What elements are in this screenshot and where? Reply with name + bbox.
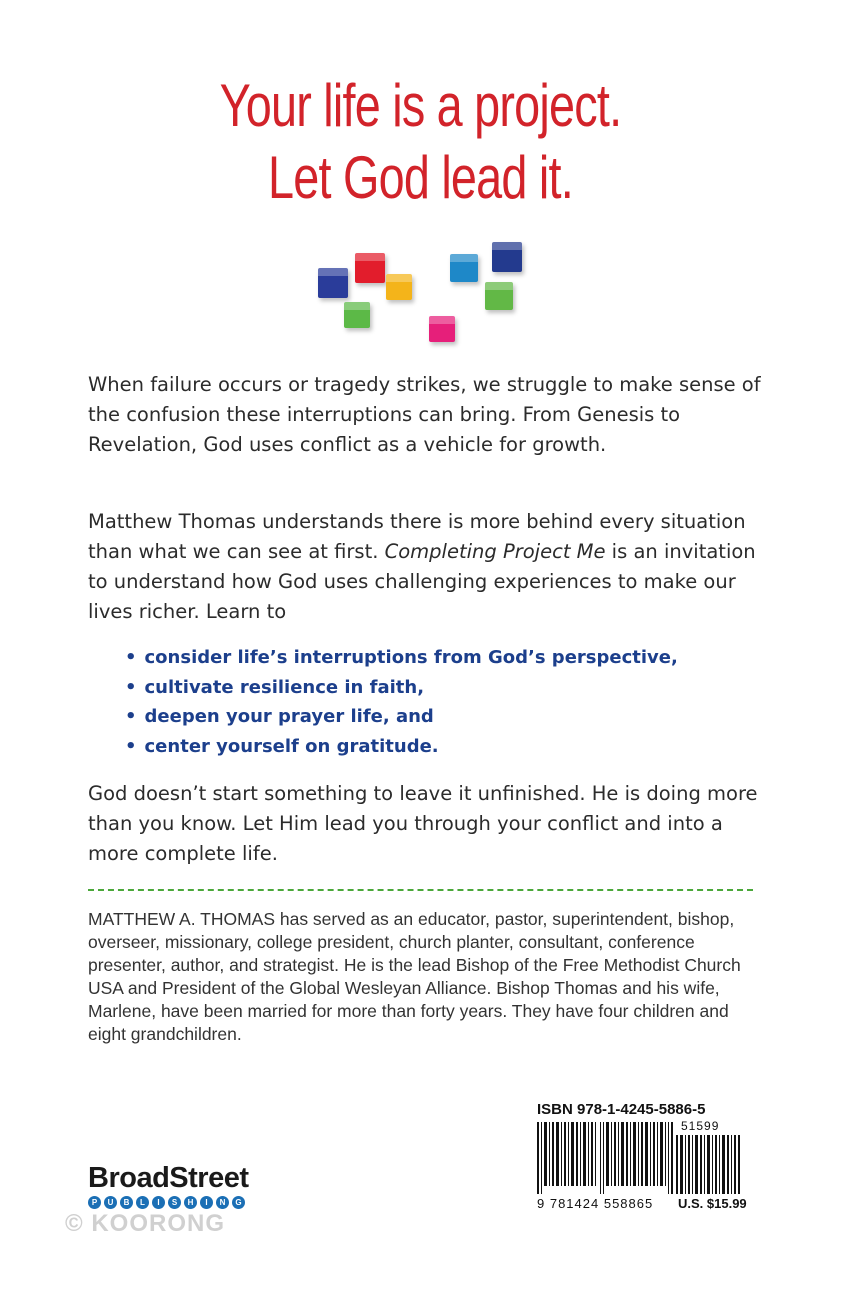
isbn-label: ISBN 978-1-4245-5886-5 bbox=[537, 1101, 706, 1118]
bullet-list bbox=[125, 643, 765, 761]
intro-paragraph-2 bbox=[88, 507, 768, 627]
cube bbox=[344, 302, 370, 328]
book-title: Completing Project Me bbox=[384, 540, 606, 563]
headline bbox=[93, 70, 749, 214]
cube bbox=[355, 253, 385, 283]
publisher-sub-letter: G bbox=[232, 1196, 245, 1209]
publisher-sub-letter: I bbox=[152, 1196, 165, 1209]
publisher-sub-letter: I bbox=[200, 1196, 213, 1209]
bullet-item: • cultivate resilience in faith, bbox=[125, 673, 765, 703]
publisher-sub-letter: U bbox=[104, 1196, 117, 1209]
barcode-addon bbox=[676, 1135, 740, 1194]
publisher-sub-letter: B bbox=[120, 1196, 133, 1209]
cube bbox=[386, 274, 412, 300]
cube bbox=[485, 282, 513, 310]
cube bbox=[429, 316, 455, 342]
price: U.S. $15.99 bbox=[678, 1196, 747, 1211]
headline-line-1: Your life is a project. bbox=[219, 72, 622, 139]
dashed-divider bbox=[88, 889, 753, 891]
closing-paragraph: God doesn’t start something to leave it unfinished. He is doing more than you know. Let Him lead you through your conflict and into a more complete life. bbox=[88, 782, 758, 865]
publisher-sub-letter: P bbox=[88, 1196, 101, 1209]
publisher-logo bbox=[88, 1163, 249, 1209]
watermark: © KOORONG bbox=[65, 1210, 226, 1237]
intro-paragraph-2-start: Matthew Thomas understands there is more behind every situation than what we can see at first. bbox=[88, 510, 746, 563]
colored-cubes-graphic bbox=[300, 236, 540, 356]
intro-paragraph-2-end: is an invitation to understand how God uses challenging experiences to make our lives richer. Learn to bbox=[88, 540, 756, 623]
bullet-item: • center yourself on gratitude. bbox=[125, 732, 765, 762]
publisher-name: BroadStreet bbox=[88, 1162, 249, 1194]
bullet-item: • consider life’s interruptions from God’s perspective, bbox=[125, 643, 765, 673]
cube bbox=[450, 254, 478, 282]
intro-paragraph-1: When failure occurs or tragedy strikes, we struggle to make sense of the confusion these interruptions can bring. From Genesis to Revelation, God uses conflict as a vehicle for growth. bbox=[88, 373, 761, 456]
barcode-digits: 9 781424 558865 bbox=[537, 1196, 654, 1211]
publisher-sub-letter: N bbox=[216, 1196, 229, 1209]
publisher-sub-letter: L bbox=[136, 1196, 149, 1209]
cube bbox=[318, 268, 348, 298]
cube bbox=[492, 242, 522, 272]
addon-number: 51599 bbox=[681, 1119, 720, 1133]
headline-line-2: Let God lead it. bbox=[268, 144, 573, 211]
barcode-main bbox=[537, 1122, 673, 1194]
publisher-sub-letter: S bbox=[168, 1196, 181, 1209]
bullet-item: • deepen your prayer life, and bbox=[125, 702, 765, 732]
author-bio: MATTHEW A. THOMAS has served as an educator, pastor, superintendent, bishop, overseer, missionary, college president, church planter, consultant, conference presenter, author, and strategist. He is the lead Bishop of the Free Methodist Church USA and President of the Global Wesleyan Alliance. Bishop Thomas and his wife, Marlene, have been married for more than forty years. They have four children and eight grandchildren. bbox=[88, 909, 741, 1044]
publisher-sub bbox=[88, 1196, 249, 1209]
publisher-sub-letter: H bbox=[184, 1196, 197, 1209]
